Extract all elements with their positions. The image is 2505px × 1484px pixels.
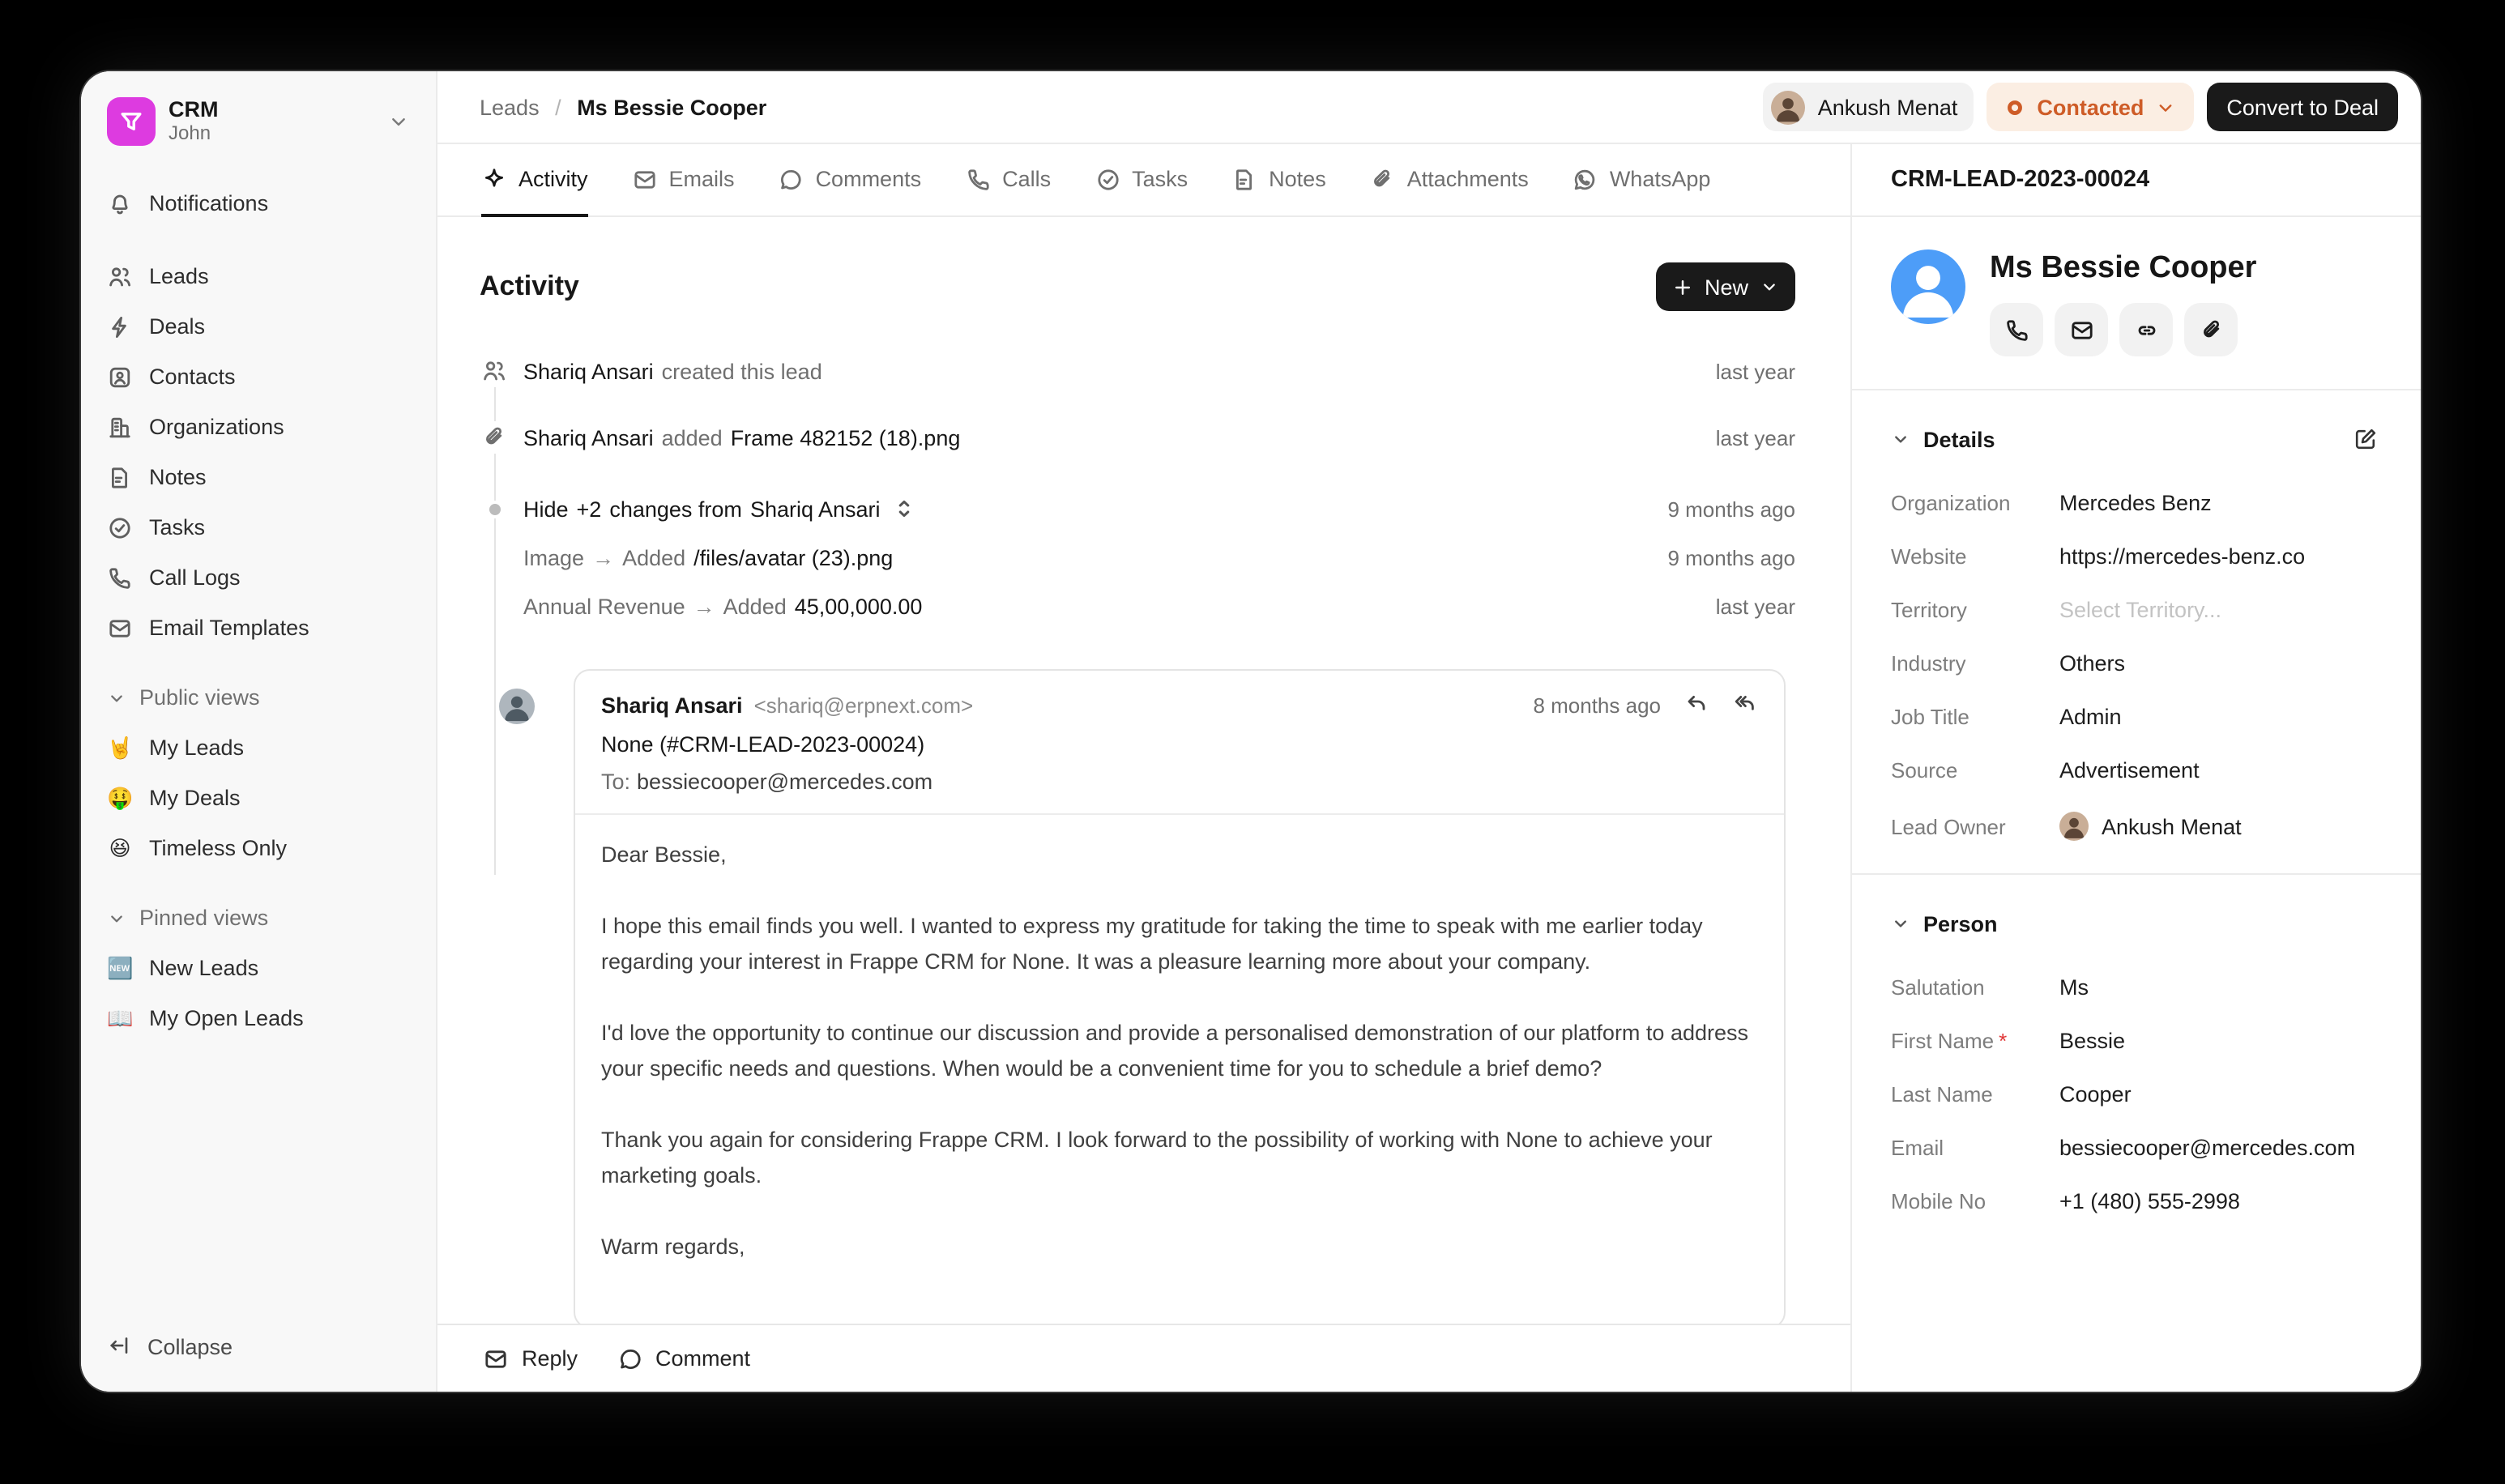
person-field-first-name	[1891, 1029, 2382, 1053]
comment-button[interactable]	[617, 1345, 750, 1371]
details-field-organization	[1891, 491, 2382, 515]
email-message	[574, 669, 1786, 1324]
quick-action-phone-icon[interactable]	[1990, 303, 2043, 356]
bell-icon	[107, 190, 133, 216]
sidebar-item-label: Deals	[149, 314, 206, 339]
feed-row	[480, 413, 1795, 462]
field-label: Industry	[1891, 651, 1966, 676]
sidebar-item-contacts[interactable]	[94, 352, 423, 402]
activity-icon	[481, 166, 507, 192]
comment-icon	[617, 1345, 642, 1371]
details-title: Details	[1923, 427, 1995, 451]
feed-text: →	[592, 545, 615, 569]
email-to-label: To:	[601, 770, 631, 794]
feed-text: /files/avatar (23).png	[693, 545, 894, 569]
email-to-row	[601, 770, 1758, 794]
field-value[interactable]: Select Territory...	[2059, 598, 2222, 622]
person-section-header[interactable]	[1891, 907, 2382, 940]
sidebar-item-label: My Open Leads	[149, 1006, 304, 1030]
email-subject: None (#CRM-LEAD-2023-00024)	[601, 732, 925, 757]
sidebar-item-tasks[interactable]	[94, 502, 423, 552]
person-rows	[1891, 975, 2382, 1213]
field-label: Email	[1891, 1136, 1944, 1160]
lead-avatar	[1891, 249, 1965, 324]
lead-main	[437, 144, 1850, 1392]
feed-text: Image	[523, 545, 585, 569]
chevron-down-icon	[1891, 914, 1910, 933]
feed-timestamp: 9 months ago	[1667, 545, 1795, 569]
activity-title: Activity	[480, 271, 579, 301]
reply-label: Reply	[522, 1346, 578, 1371]
sidebar-item-deals[interactable]	[94, 301, 423, 352]
chevron-down-icon	[1891, 429, 1910, 449]
section-title: Pinned views	[139, 906, 269, 930]
tab-label: Notes	[1269, 167, 1326, 191]
sidebar-item-label: Tasks	[149, 515, 206, 539]
chevron-down-icon	[107, 688, 126, 707]
tasks-icon	[1095, 166, 1120, 192]
field-label: Website	[1891, 544, 1967, 569]
email-time: 8 months ago	[1533, 693, 1661, 718]
field-value[interactable]: bessiecooper@mercedes.com	[2059, 1136, 2356, 1160]
sidebar-item-call-logs[interactable]	[94, 552, 423, 603]
field-label: Organization	[1891, 491, 2011, 515]
tab-label: Comments	[815, 167, 922, 191]
sidebar-item-my-leads[interactable]	[94, 723, 423, 773]
email-card	[574, 669, 1786, 1324]
my-leads-emoji-icon: 🤘	[107, 735, 134, 759]
envelope-icon	[632, 166, 658, 192]
person-field-last-name	[1891, 1082, 2382, 1107]
assignee-name: Ankush Menat	[1817, 95, 1958, 119]
deals-icon	[107, 313, 133, 339]
sidebar-item-label: Contacts	[149, 365, 236, 389]
collapse-sidebar-button[interactable]	[94, 1322, 423, 1372]
details-rows	[1891, 491, 2382, 841]
feed-text: added	[661, 425, 723, 450]
field-value[interactable]: Mercedes Benz	[2059, 491, 2212, 515]
field-value[interactable]: +1 (480) 555-2998	[2059, 1189, 2240, 1213]
feed-text: 45,00,000.00	[794, 594, 923, 618]
lead-side-panel	[1850, 144, 2421, 1392]
sidebar-item-email-templates[interactable]	[94, 603, 423, 653]
main-column	[437, 71, 2421, 1392]
sidebar-nav	[94, 251, 423, 653]
tab-calls[interactable]	[965, 144, 1051, 217]
email-to-address: bessiecooper@mercedes.com	[637, 770, 933, 794]
assignee-pill[interactable]	[1763, 83, 1974, 131]
sidebar-item-my-open-leads[interactable]	[94, 993, 423, 1043]
tab-label: WhatsApp	[1609, 167, 1711, 191]
feed-text: Frame 482152 (18).png	[730, 425, 961, 450]
feed-text: created this lead	[661, 359, 822, 383]
spacer	[94, 1043, 423, 1322]
quick-action-paperclip-icon[interactable]	[2184, 303, 2238, 356]
field-label: Last Name	[1891, 1082, 1993, 1107]
reply-all-icon[interactable]	[1732, 690, 1758, 721]
tab-label: Activity	[518, 167, 588, 191]
collapse-icon	[107, 1333, 131, 1362]
feed-row	[480, 533, 1795, 582]
feed-items	[480, 347, 1795, 630]
details-field-industry	[1891, 651, 2382, 676]
field-value[interactable]: https://mercedes-benz.co	[2059, 544, 2306, 569]
feed-text: Annual Revenue	[523, 594, 685, 618]
sidebar-item-notifications[interactable]	[94, 178, 423, 228]
sidebar-item-organizations[interactable]	[94, 402, 423, 452]
topbar-actions	[1763, 83, 2398, 131]
sidebar-item-label: Leads	[149, 264, 209, 288]
sidebar-item-new-leads[interactable]	[94, 943, 423, 993]
tab-label: Emails	[668, 167, 735, 191]
sidebar-item-notes[interactable]	[94, 452, 423, 502]
app-switcher[interactable]	[94, 87, 423, 156]
feed-row	[480, 347, 1795, 395]
quick-action-link-icon[interactable]	[2119, 303, 2173, 356]
lead-status-dropdown[interactable]	[1987, 83, 2194, 131]
quick-actions	[1990, 303, 2256, 356]
tab-label: Tasks	[1132, 167, 1188, 191]
my-open-leads-emoji-icon: 📖	[107, 1005, 134, 1030]
tab-tasks[interactable]	[1095, 144, 1188, 217]
sidebar-views	[94, 653, 423, 1043]
field-value[interactable]: Admin	[2059, 705, 2122, 729]
feed-text: changes from	[609, 497, 742, 521]
tab-comments[interactable]	[779, 144, 922, 217]
email-header	[575, 671, 1784, 813]
sidebar-item-label: Email Templates	[149, 616, 309, 640]
tab-whatsapp[interactable]	[1573, 144, 1711, 217]
panel-sections	[1852, 390, 2421, 1392]
lead-name: Ms Bessie Cooper	[1990, 251, 2257, 285]
feed-text: Shariq Ansari	[523, 359, 654, 383]
leads-icon	[107, 263, 133, 289]
sidebar-item-label: My Leads	[149, 736, 245, 760]
sidebar-item-label: Timeless Only	[149, 836, 288, 860]
sidebar-item-leads[interactable]	[94, 251, 423, 301]
field-label: Territory	[1891, 598, 1967, 622]
owner-name: Ankush Menat	[2102, 814, 2242, 838]
my-deals-emoji-icon: 🤑	[107, 785, 134, 809]
section-title: Public views	[139, 685, 260, 710]
sidebar-item-timeless-only[interactable]	[94, 823, 423, 873]
breadcrumb-leads-link[interactable]: Leads	[480, 95, 540, 119]
sidebar-item-label: My Deals	[149, 786, 241, 810]
sidebar-item-label: Notes	[149, 465, 207, 489]
field-value[interactable]: Cooper	[2059, 1082, 2132, 1107]
feed-row	[480, 582, 1795, 630]
field-value[interactable]: Others	[2059, 651, 2126, 676]
sidebar-item-label: Notifications	[149, 191, 269, 215]
email-header-actions	[1533, 690, 1758, 721]
tab-activity[interactable]	[481, 144, 588, 217]
notes-icon	[107, 464, 133, 490]
field-label: Lead Owner	[1891, 814, 2006, 838]
details-field-source	[1891, 758, 2382, 783]
breadcrumb-separator: /	[555, 95, 561, 119]
email-paragraph: Warm regards,	[601, 1235, 745, 1259]
reply-icon[interactable]	[1684, 690, 1709, 721]
timeless-only-emoji-icon: 😆	[109, 835, 131, 859]
tab-emails[interactable]	[632, 144, 735, 217]
paperclip-icon	[480, 421, 509, 454]
person-field-salutation	[1891, 975, 2382, 1000]
field-value[interactable]	[2059, 812, 2382, 841]
activity-feed	[437, 217, 1850, 1324]
feed-text: Shariq Ansari	[523, 425, 654, 450]
feed-timestamp: 9 months ago	[1667, 497, 1795, 521]
email-paragraph: Thank you again for considering Frappe CRM. I look forward to the possibility of working with None to achieve your marketing goals.	[601, 1128, 1713, 1188]
sidebar-item-label: New Leads	[149, 956, 259, 980]
person-title: Person	[1923, 911, 1998, 936]
plus-icon	[1672, 276, 1693, 297]
crm-logo-funnel-icon	[107, 97, 156, 146]
avatar	[499, 689, 535, 724]
envelope-icon	[107, 615, 133, 641]
comment-icon	[779, 166, 804, 192]
lead-profile-right	[1990, 249, 2256, 356]
envelope-icon	[483, 1345, 509, 1371]
collapse-label: Collapse	[147, 1335, 233, 1359]
notes-icon	[1231, 166, 1257, 192]
tab-label: Attachments	[1406, 167, 1529, 191]
organizations-icon	[107, 414, 133, 440]
crm-app-window	[81, 71, 2421, 1392]
phone-icon	[965, 166, 991, 192]
tasks-icon	[107, 514, 133, 540]
convert-to-deal-button[interactable]: Convert to Deal	[2207, 83, 2398, 131]
feed-text: →	[693, 594, 715, 618]
section-header-public-views[interactable]	[94, 672, 423, 723]
whatsapp-icon	[1573, 166, 1598, 192]
unfold-icon	[892, 496, 918, 522]
sidebar	[81, 71, 437, 1392]
chevron-down-icon	[387, 110, 410, 133]
chevron-down-icon	[1760, 277, 1779, 296]
person-field-mobile-no	[1891, 1189, 2382, 1213]
field-label: Source	[1891, 758, 1958, 783]
edit-icon[interactable]	[2349, 423, 2382, 455]
field-value[interactable]: Ms	[2059, 975, 2089, 1000]
sidebar-item-label: Organizations	[149, 415, 284, 439]
feed-timestamp: last year	[1715, 594, 1795, 618]
chevron-down-icon	[107, 908, 126, 927]
chevron-down-icon	[2155, 96, 2176, 117]
quick-action-envelope-icon[interactable]	[2055, 303, 2108, 356]
feed-text: Hide	[523, 497, 569, 521]
field-label: Salutation	[1891, 975, 1985, 1000]
details-field-territory	[1891, 598, 2382, 622]
content-row	[437, 144, 2421, 1392]
sidebar-item-label: Call Logs	[149, 565, 241, 590]
required-asterisk: *	[1999, 1029, 2008, 1053]
app-title: CRM	[169, 97, 219, 122]
field-value[interactable]: Advertisement	[2059, 758, 2200, 783]
activity-header	[480, 262, 1795, 311]
email-sender: Shariq Ansari	[601, 693, 743, 718]
new-leads-emoji-icon: 🆕	[107, 955, 134, 979]
tab-label: Calls	[1002, 167, 1052, 191]
avatar	[1771, 90, 1805, 124]
email-sender-address: <shariq@erpnext.com>	[753, 693, 974, 718]
feed-timestamp: last year	[1715, 359, 1795, 383]
feed-row-hide-changes[interactable]	[480, 484, 1795, 533]
new-activity-button[interactable]	[1656, 262, 1795, 311]
reply-button[interactable]	[483, 1345, 578, 1371]
section-header-pinned-views[interactable]	[94, 893, 423, 943]
person-field-email	[1891, 1136, 2382, 1160]
avatar	[2059, 812, 2089, 841]
email-paragraph: I'd love the opportunity to continue our discussion and provide a personalised demonstration of our platform to address your specific needs and questions. When would be a convenient time for you to schedule a brief demo?	[601, 1021, 1748, 1081]
app-user: John	[169, 121, 211, 144]
details-field-website	[1891, 544, 2382, 569]
field-label: Mobile No	[1891, 1189, 1987, 1213]
lead-profile	[1852, 217, 2421, 390]
email-header-row	[601, 690, 1758, 721]
breadcrumb	[480, 95, 766, 119]
contacts-icon	[107, 364, 133, 390]
feed-text: Shariq Ansari	[749, 497, 881, 521]
email-body	[575, 815, 1784, 1324]
feed-text: Added	[723, 594, 787, 618]
lead-tabs	[437, 144, 1850, 217]
comment-label: Comment	[655, 1346, 751, 1371]
divider	[1852, 873, 2421, 875]
feed-text: +2	[576, 497, 602, 521]
new-button-label: New	[1704, 275, 1748, 299]
feed-timestamp: last year	[1715, 425, 1795, 450]
email-paragraph: Dear Bessie,	[601, 842, 727, 867]
app-meta	[169, 98, 219, 146]
timeline-dot	[480, 500, 509, 518]
tab-attachments[interactable]	[1370, 144, 1529, 217]
spacer	[94, 156, 423, 178]
composer-bar	[437, 1324, 1850, 1392]
details-field-job-title	[1891, 705, 2382, 729]
phone-icon	[107, 565, 133, 591]
topbar	[437, 71, 2421, 144]
details-field-lead-owner	[1891, 812, 2382, 841]
status-label: Contacted	[2037, 95, 2144, 119]
feed-text: Added	[622, 545, 686, 569]
lead-id: CRM-LEAD-2023-00024	[1852, 144, 2421, 217]
status-ring-icon	[2004, 96, 2025, 117]
field-value[interactable]: Bessie	[2059, 1029, 2126, 1053]
paperclip-icon	[1370, 166, 1396, 192]
field-label: First Name *	[1891, 1029, 2008, 1053]
details-section-header[interactable]	[1891, 423, 2382, 455]
sidebar-item-my-deals[interactable]	[94, 773, 423, 823]
leads-icon	[480, 355, 509, 387]
field-label: Job Title	[1891, 705, 1969, 729]
breadcrumb-current: Ms Bessie Cooper	[577, 95, 767, 119]
tab-notes[interactable]	[1231, 144, 1326, 217]
email-paragraph: I hope this email finds you well. I wanted to express my gratitude for taking the time to speak with me earlier today regarding your interest in Frappe CRM for None. It was a pleasure learning more about your company.	[601, 914, 1703, 974]
spacer	[94, 228, 423, 251]
